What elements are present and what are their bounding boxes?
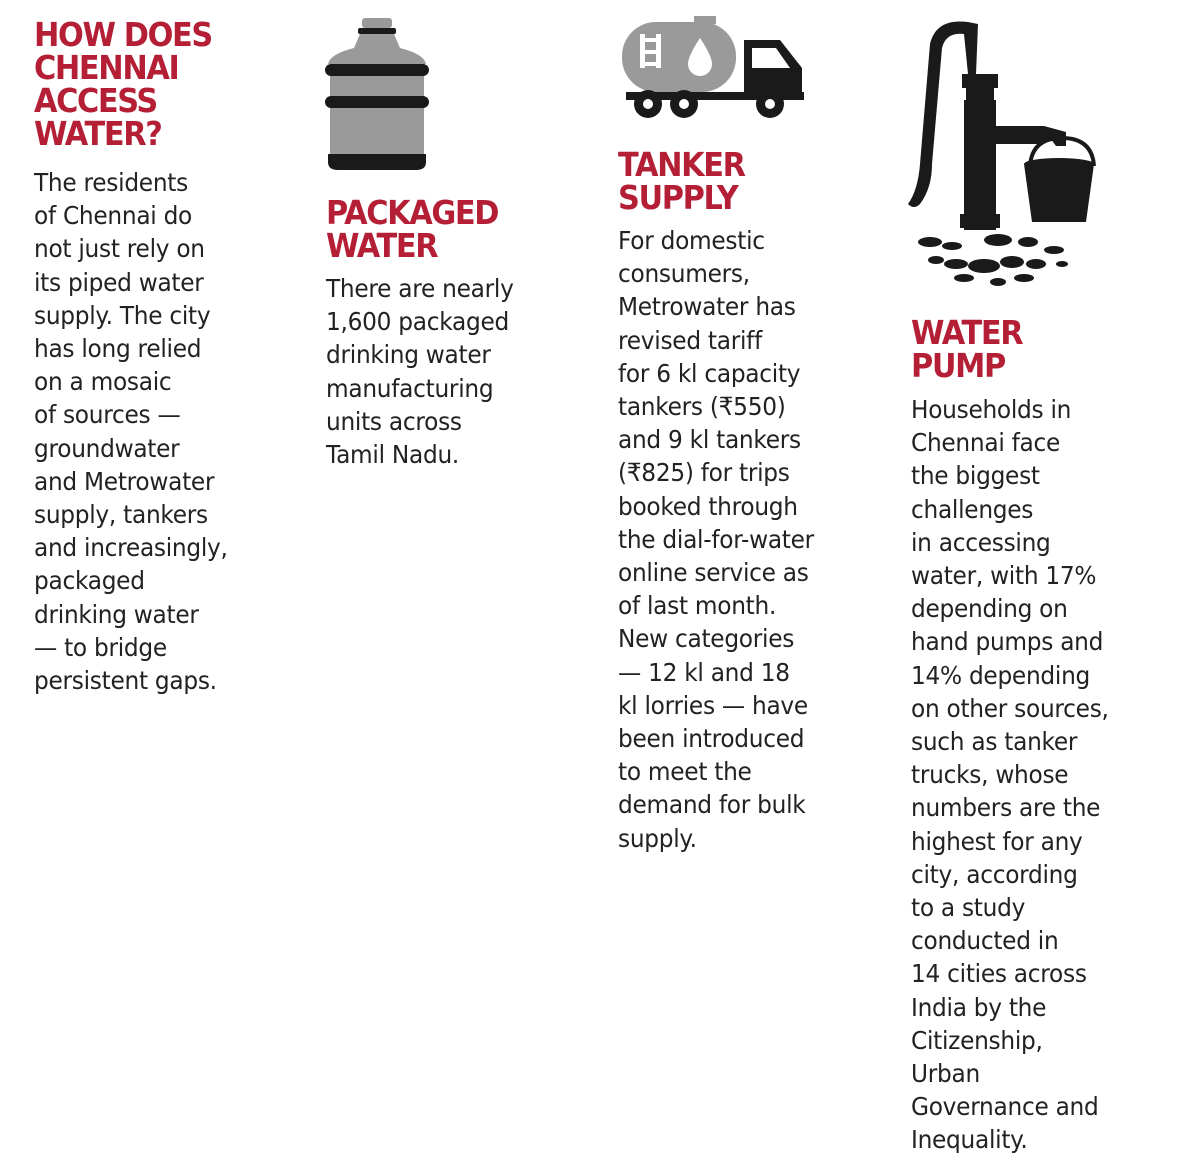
tanker-body-line: kl lorries — have [618, 690, 808, 720]
tanker-body-line: consumers, [618, 259, 750, 289]
packaged-heading-line: WATER [326, 226, 438, 265]
intro-heading [34, 15, 212, 153]
pump-body-line: highest for any [911, 826, 1083, 856]
intro-body-line: and increasingly, [34, 533, 228, 563]
intro-body-line: of sources — [34, 400, 181, 430]
intro-column [34, 15, 227, 153]
intro-body-line: on a mosaic [34, 367, 172, 397]
packaged-heading-line: PACKAGED [326, 193, 499, 232]
tanker-body-line: Metrowater has [618, 292, 796, 322]
water-jar-icon [322, 18, 432, 174]
pump-body-block [911, 393, 1124, 1157]
pump-body-line: the biggest [911, 461, 1040, 491]
tanker-body-line: revised tariff [618, 325, 762, 355]
pump-body-line: conducted in [911, 926, 1059, 956]
intro-heading-line: CHENNAI [34, 48, 179, 87]
packaged-body-line: manufacturing [326, 373, 494, 403]
pump-body-line: on other sources, [911, 693, 1109, 723]
tanker-body-line: for 6 kl capacity [618, 358, 801, 388]
intro-body-line: of Chennai do [34, 201, 193, 231]
pump-body-line: Urban [911, 1059, 980, 1089]
intro-body-line: not just rely on [34, 234, 205, 264]
packaged-body-line: units across [326, 406, 462, 436]
tanker-body-line: been introduced [618, 724, 805, 754]
pump-body-line: city, according [911, 859, 1078, 889]
tanker-body-line: to meet the [618, 757, 752, 787]
intro-body-line: groundwater [34, 433, 180, 463]
intro-body-line: drinking water [34, 599, 199, 629]
pump-body-line: depending on [911, 594, 1068, 624]
tanker-body-line: booked through [618, 491, 798, 521]
pump-body-line: hand pumps and [911, 627, 1104, 657]
tanker-body-line: supply. [618, 823, 697, 853]
pump-body-line: challenges [911, 494, 1034, 524]
tanker-body-line: New categories [618, 624, 795, 654]
pump-heading-line: WATER [911, 313, 1023, 352]
tanker-heading [618, 145, 745, 217]
tanker-body-line: the dial-for-water [618, 524, 814, 554]
pump-body-line: to a study [911, 893, 1026, 923]
pump-column [911, 313, 1032, 385]
pump-body-line: Governance and [911, 1092, 1099, 1122]
packaged-body-line: There are nearly [326, 274, 514, 303]
pump-body-line: trucks, whose [911, 760, 1069, 790]
intro-heading-line: HOW DOES [34, 15, 212, 54]
hand-pump-icon [906, 14, 1078, 290]
pump-body-line: such as tanker [911, 727, 1078, 757]
pump-heading-line: PUMP [911, 346, 1005, 385]
tanker-column [618, 145, 756, 217]
tanker-body-line: tankers (₹550) [618, 392, 786, 422]
intro-body-line: its piped water [34, 267, 204, 297]
pump-body-line: India by the [911, 992, 1047, 1022]
intro-body-line: — to bridge [34, 632, 167, 662]
tanker-body-line: (₹825) for trips [618, 458, 790, 488]
intro-body-line: packaged [34, 566, 145, 596]
pump-body-line: water, with 17% [911, 561, 1097, 591]
pump-body-line: Citizenship, [911, 1025, 1043, 1055]
pump-body-line: 14% depending [911, 660, 1091, 690]
tanker-heading-line: TANKER [618, 145, 745, 184]
tanker-body [618, 224, 814, 855]
packaged-body-line: drinking water [326, 340, 491, 370]
pump-body-line: Inequality. [911, 1125, 1028, 1155]
tanker-body-line: online service as [618, 558, 809, 588]
pump-body [911, 393, 1109, 1157]
tanker-body-line: of last month. [618, 591, 777, 621]
intro-body-line: persistent gaps. [34, 666, 217, 696]
tanker-body-line: demand for bulk [618, 790, 806, 820]
intro-body-line: supply. The city [34, 300, 211, 330]
tanker-body-line: For domestic [618, 226, 765, 255]
intro-body [34, 166, 228, 697]
packaged-column [326, 193, 513, 265]
pump-body-line: Chennai face [911, 428, 1061, 458]
pump-body-line: Households in [911, 395, 1072, 424]
intro-body-line: supply, tankers [34, 500, 208, 530]
intro-body-line: The residents [34, 168, 188, 197]
tanker-body-line: — 12 kl and 18 [618, 657, 790, 687]
packaged-body-block [326, 272, 528, 471]
tanker-truck-icon [618, 16, 804, 120]
tanker-heading-line: SUPPLY [618, 178, 738, 217]
pump-body-line: in accessing [911, 527, 1051, 557]
pump-body-line: 14 cities across [911, 959, 1087, 989]
intro-body-block [34, 166, 242, 697]
tanker-body-block [618, 224, 829, 855]
pump-body-line: numbers are the [911, 793, 1101, 823]
packaged-body [326, 272, 514, 471]
intro-body-line: has long relied [34, 334, 202, 364]
intro-heading-line: ACCESS [34, 81, 157, 120]
pump-heading [911, 313, 1023, 385]
packaged-heading [326, 193, 499, 265]
packaged-body-line: Tamil Nadu. [326, 440, 460, 470]
intro-body-line: and Metrowater [34, 466, 215, 496]
packaged-body-line: 1,600 packaged [326, 307, 509, 337]
intro-heading-line: WATER? [34, 114, 162, 153]
tanker-body-line: and 9 kl tankers [618, 425, 801, 455]
